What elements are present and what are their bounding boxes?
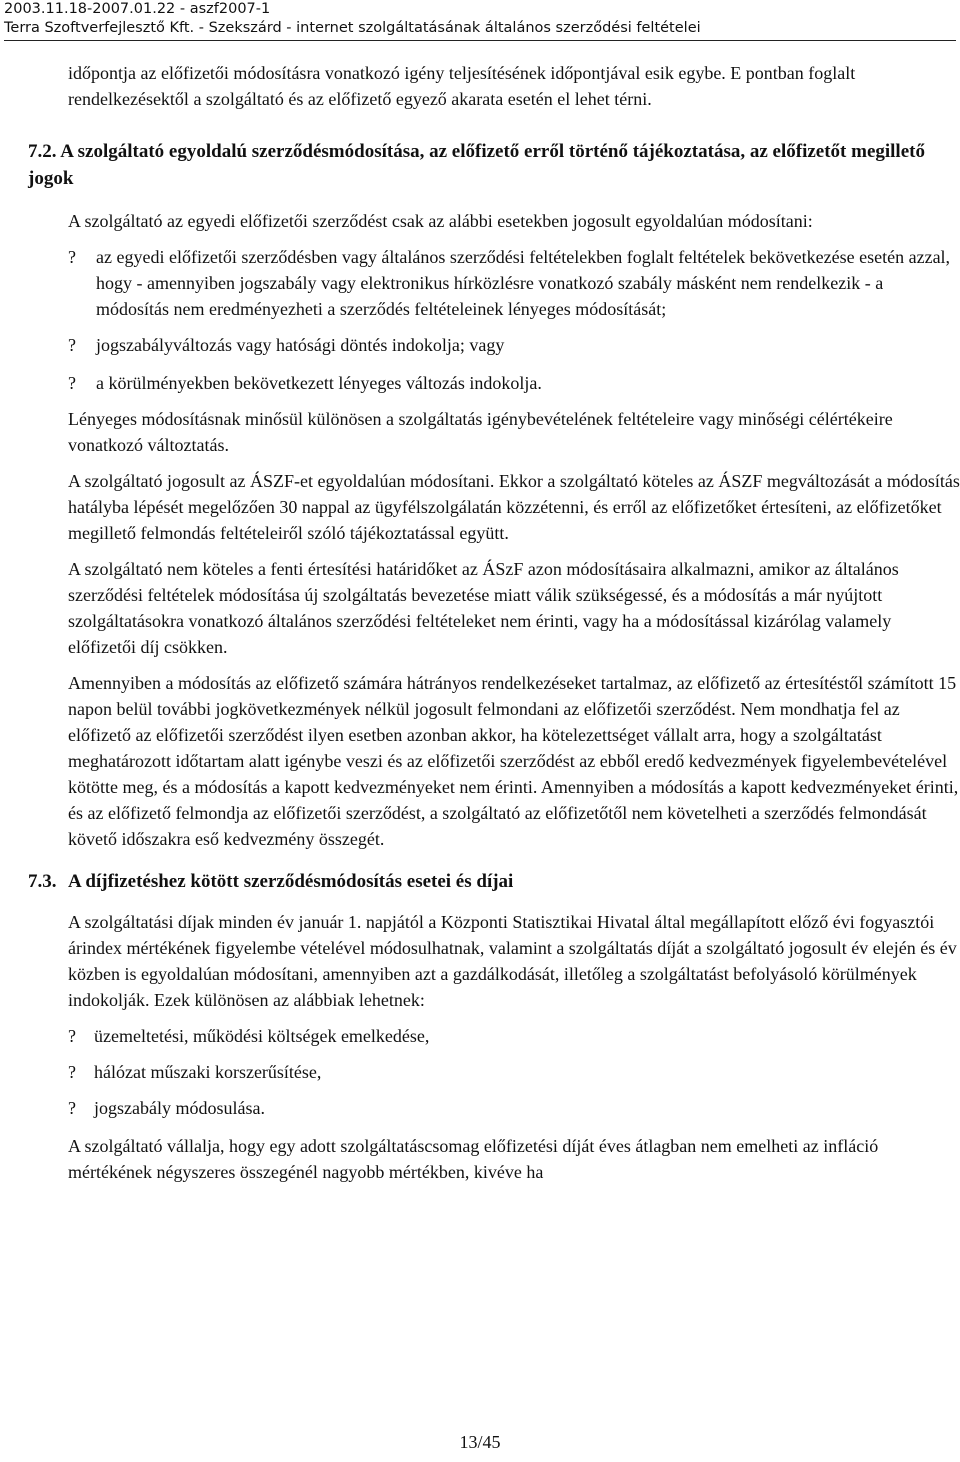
list-item-text: az egyedi előfizetői szerződésben vagy általános szerződési feltételekben foglalt feltételek bekövetkezése esetén azzal, hogy - amennyiben jogszabály vagy elektronikus hírközlésre vonatkozó szabály másként nem rendelkezik - a módosítás nem eredményezheti a szerződés feltételeinek lényeges módosítását; (96, 247, 951, 319)
paragraph-notification-exception: A szolgáltató nem köteles a fenti értesítési határidőket az ÁSzF azon módosításaira alkalmazni, amikor az általános szerződési feltételek módosítása új szolgáltatás bevezetése miatt válik szükségessé, és a módosítás a már nyújtott szolgáltatásokra vonatkozó általános szerződési feltételeket nem érinti, vagy ha a módosítással kizárólag valamely előfizetői díj csökken. (68, 559, 899, 657)
paragraph-continuation: időpontja az előfizetői módosításra vonatkozó igény teljesítésének időpontjával esik egybe. E pontban foglalt rendelkezésektől a szolgáltató és az előfizető egyező akarata esetén el lehet térni. (68, 63, 856, 109)
paragraph-aszf-modification: A szolgáltató jogosult az ÁSZF-et egyoldalúan módosítani. Ekkor a szolgáltató köteles az ÁSZF megváltozását a módosítás hatályba lépését megelőzően 30 nappal az ügyfélszolgálatán közzétenni, és erről az előfizetőket értesíteni, az előfizetőket megillető felmondás feltételeiről szóló tájékoztatással együtt. (68, 471, 960, 543)
bullet-mark: ? (68, 335, 76, 355)
paragraph-price-cap: A szolgáltató vállalja, hogy egy adott szolgáltatáscsomag előfizetési díját éves átlagban nem emelheti az infláció mértékének négyszeres összegénél nagyobb mértékben, kivéve ha (68, 1136, 879, 1182)
list-item (68, 1095, 960, 1121)
header-title-line: Terra Szoftverfejlesztő Kft. - Szekszárd - internet szolgáltatásának általános szerződési feltételei (4, 20, 701, 36)
list-item-text: a körülményekben bekövetkezett lényeges változás indokolja. (96, 373, 542, 393)
bullet-mark: ? (68, 247, 76, 267)
list-item (68, 1023, 960, 1049)
document-body (0, 60, 960, 1185)
list-item (68, 370, 960, 396)
list-item (68, 244, 960, 322)
list-item-text: üzemeltetési, működési költségek emelkedése, (94, 1026, 430, 1046)
paragraph-modification-cases: A szolgáltató az egyedi előfizetői szerződést csak az alábbi esetekben jogosult egyoldalúan módosítani: (68, 211, 813, 231)
page-number: 13/45 (459, 1432, 501, 1452)
list-item (68, 332, 960, 358)
section-title: A díjfizetéshez kötött szerződésmódosítás esetei és díjai (68, 871, 514, 892)
paragraph-termination-rights: Amennyiben a módosítás az előfizető számára hátrányos rendelkezéseket tartalmaz, az előfizető az értesítéstől számított 15 napon belül további jogkövetkezmények nélkül jogosult felmondani az előfizetői szerződést. Nem mondhatja fel az előfizető az előfizetői szerződést ilyen esetben azonban akkor, ha kötelezettséget vállalt arra, hogy a szolgáltatást meghatározott időtartam alatt igénybe veszi és az előfizetői szerződést az ebből eredő kedvezmények figyelembevételével kötötte meg, és a módosítás a kapott kedvezményeket nem érinti. Amennyiben a módosítás a kapott kedvezményeket érinti, és az előfizető felmondja az előfizetői szerződést, a szolgáltató az előfizetőtől nem követelheti a szerződés felmondását követő időszakra eső kedvezmény összegét. (68, 673, 959, 849)
bullet-mark: ? (68, 373, 76, 393)
bullet-mark: ? (68, 1062, 76, 1082)
header-divider (4, 40, 956, 41)
section-heading-7-3 (28, 868, 948, 895)
paragraph-significant-modification: Lényeges módosításnak minősül különösen a szolgáltatás igénybevételének feltételeire vagy minőségi célértékeire vonatkozó változtatás. (68, 409, 893, 455)
paragraph-fee-adjustment: A szolgáltatási díjak minden év január 1. napjától a Központi Statisztikai Hivatal által megállapított előző évi fogyasztói árindex mértékének figyelembe vételével módosulhatnak, valamint a szolgáltatás díját a szolgáltató jogosult év elején és év közben is egyoldalúan módosítani, amennyiben azt a gazdálkodását, illetőleg a szolgáltatást befolyásoló körülmények indokolják. Ezek különösen az alábbiak lehetnek: (68, 912, 957, 1010)
section-heading-7-2: 7.2. A szolgáltató egyoldalú szerződésmódosítása, az előfizető erről történő tájékoztatása, az előfizetőt megillető jogok (28, 141, 925, 189)
list-item-text: hálózat műszaki korszerűsítése, (94, 1062, 322, 1082)
header-date-line: 2003.11.18-2007.01.22 - aszf2007-1 (4, 1, 271, 17)
list-item-text: jogszabályváltozás vagy hatósági döntés indokolja; vagy (96, 335, 505, 355)
section-number: 7.3. (28, 871, 57, 892)
bullet-mark: ? (68, 1026, 76, 1046)
bullet-mark: ? (68, 1098, 76, 1118)
list-item-text: jogszabály módosulása. (94, 1098, 265, 1118)
list-item (68, 1059, 960, 1085)
page-header (4, 0, 956, 38)
